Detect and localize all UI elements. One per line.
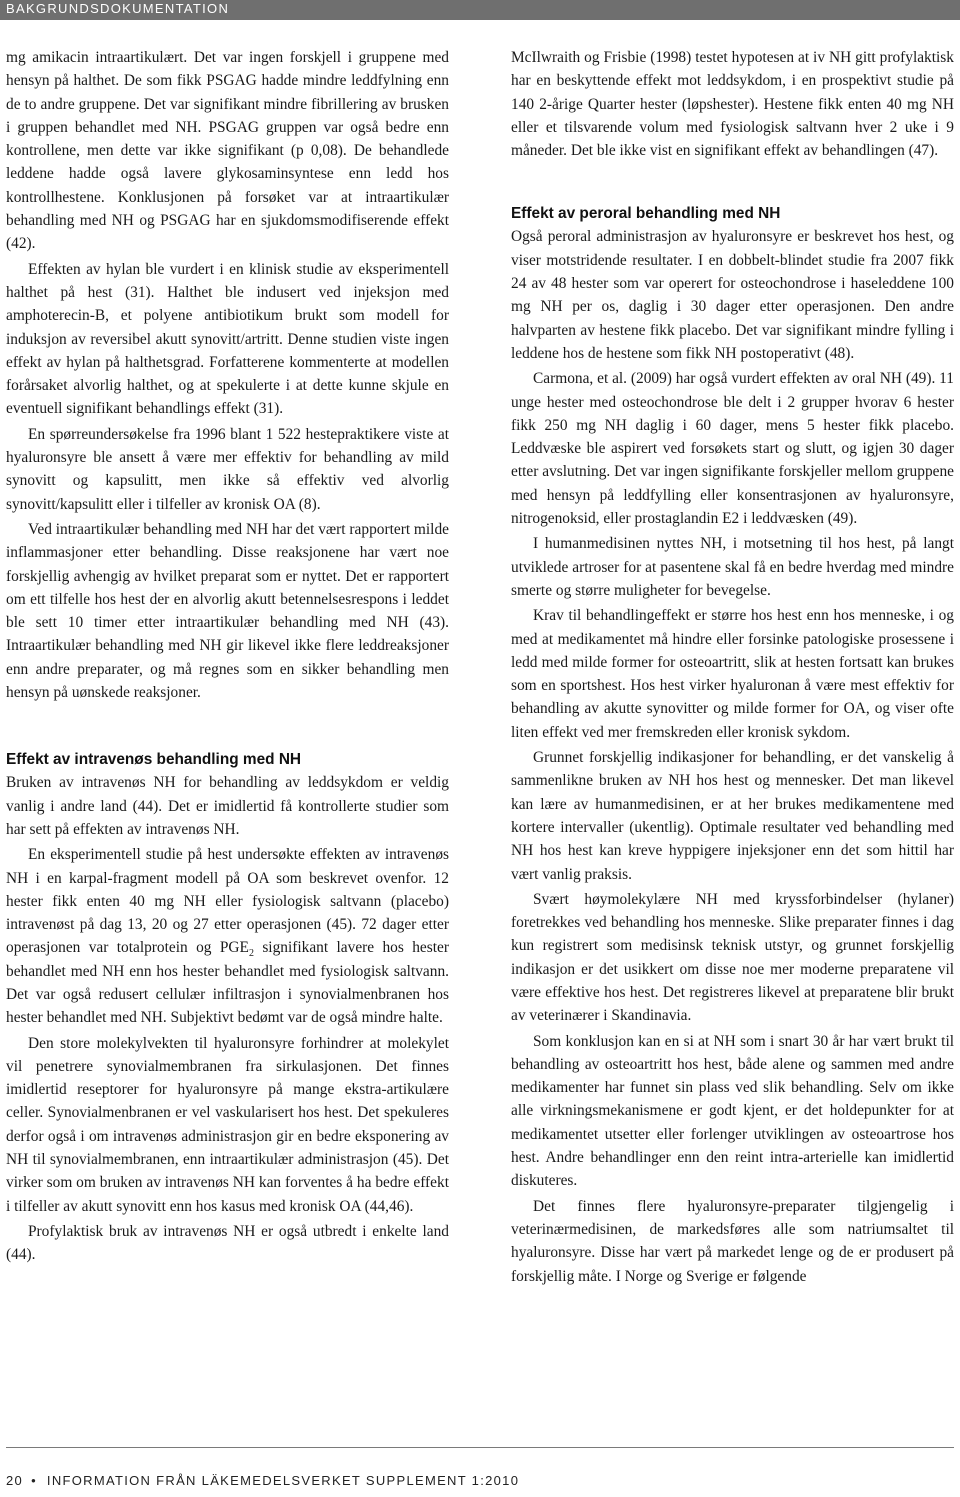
section-heading-peroral: Effekt av peroral behandling med NH (511, 205, 781, 223)
publication-title: INFORMATION FRÅN LÄKEMEDELSVERKET SUPPLEMENT 1:2010 (46, 1473, 520, 1488)
page-footer (6, 1473, 519, 1488)
body-paragraph: Ved intraartikulær behandling med NH har det vært rapportert milde inflammasjoner etter behandling. Disse reaksjonene har vært noe forskjellig avhengig av hvilket preparat som er nyttet. Det er rapportert om ett tilfelle hos hest der en alvorlig akutt betennelsesrespons i leddet ble sett 10 timer etter intraartikulær behandling med NH (43). Intraartikulær behandling med NH gir likevel ikke flere leddreaksjoner enn andre preparater, og må regnes som en sikker behandling men hensyn på uønskede reaksjoner. (6, 520, 449, 702)
body-paragraph: Effekten av hylan ble vurdert i en klinisk studie av eksperimentell halthet på hest (31). Halthet ble indusert ved injeksjon med amphoterecin-B, et polyene antibiotikum brukt som modell for induksjon av reversibel akutt synovitt/artritt. Denne studien viste ingen effekt av hylan på halthetsgrad. Forfatterene kommenterte at modellen forårsaket alvorlig halthet, og at spekulerte i at dette kunne skjule en eventuell signifikant behandlings effekt (31). (6, 260, 449, 418)
footer-divider (6, 1447, 954, 1448)
left-column (6, 46, 449, 1269)
body-paragraph: En spørreundersøkelse fra 1996 blant 1 522 hestepraktikere viste at hyaluronsyre ble ansett å være mer effektiv for behandling av mild synovitt og kapsulitt, men ikke så effektiv ved alvorlig synovitt/kapsulitt eller i tilfeller av kronisk OA (8). (6, 425, 449, 513)
text-span: signifikant lavere hos hester behandlet med NH enn hos hester behandlet med fysiologisk saltvann. Det var også redusert cellulær infiltrasjon i synovialmenbranen hos hester behandlet med NH. Subjektivt bedømt var de også mindre halte. (6, 939, 449, 1027)
body-paragraph: Det finnes flere hyaluronsyre-preparater tilgjengelig i veterinærmedisinen, de markedsføres alle som natriumsaltet til hyaluronsyre. Disse har vært på markedet lenge og de er produsert på forskjellig måte. I Norge og Sverige er følgende (511, 1197, 954, 1285)
section-header-bar (0, 0, 960, 20)
body-paragraph: Carmona, et al. (2009) har også vurdert effekten av oral NH (49). 11 unge hester med osteochondrose ble delt i 2 grupper hvorav 6 hester fikk 250 mg NH daglig i 60 dager, mens 5 hester fikk placebo. Leddvæske ble aspirert ved forsøkets start og slutt, og igjen 30 dager etter avslutning. Det var ingen signifikante forskjeller mellom gruppene med hensyn på leddfylling eller konsentrasjonen av hyaluronsyre, nitrogenoksid, eller prostaglandin E2 i leddvæsken (49). (511, 370, 954, 528)
bullet-separator: • (31, 1473, 37, 1488)
page-number: 20 (6, 1473, 24, 1488)
body-paragraph-with-subscript (6, 843, 449, 1029)
body-paragraph: Bruken av intravenøs NH for behandling av leddsykdom er veldig vanlig i andre land (44). Det er imidlertid få kontrollerte studier som har sett på effekten av intravenøs NH. (6, 774, 449, 838)
body-paragraph: Krav til behandlingeffekt er større hos hest enn hos menneske, i og med at medikamentet må hindre eller forsinke patologiske prosessene i ledd med milde former for osteoartritt, slik at hesten fortsatt kan brukes som en sportshest. Hos hest virker hyaluronan å være mest effektiv for behandling av akutte synovitter og milde former for OA, og viser ofte liten effekt ved mer fremskreden eller kronisk sykdom. (511, 607, 954, 741)
section-label: BAKGRUNDSDOKUMENTATION (6, 1, 230, 16)
body-paragraph: Den store molekylvekten til hyaluronsyre forhindrer at molekylet vil penetrere synovialmembranen fra sirkulasjonen. Det finnes imidlertid reseptorer for hyaluronsyre på mange ekstra-artikulære celler. Synovialmenbranen er vel vaskularisert hos hest. Det spekuleres derfor også i om intravenøs administrasjon gir en bedre eksponering av NH til synovialmembranen, enn intraartikulær administrasjon (45). Det virker som om bruken av intravenøs NH kan forventes å ha bedre effekt i tilfeller av akutt synovitt enn hos kasus med kronisk OA (44,46). (6, 1034, 449, 1215)
right-column (511, 46, 954, 1290)
body-paragraph: Grunnet forskjellig indikasjoner for behandling, er det vanskelig å sammenlikne bruken av NH hos hest og mennesker. Det man likevel kan lære av humanmedisinen, er at her brukes medikamentene med kortere intervaller (ukentlig). Optimale resultater ved behandling med NH hos hest kan kreve hyppigere injeksjoner enn det som hittil har vært vanlig praksis. (511, 749, 954, 883)
subscript: 2 (248, 948, 254, 960)
section-heading-intravenous: Effekt av intravenøs behandling med NH (6, 751, 302, 769)
text-span: En eksperimentell studie på hest undersøkte effekten av intravenøs NH i en karpal-fragment modell på OA som beskrevet ovenfor. 12 hester fikk enten 40 mg NH eller fysiologisk saltvann (placebo) intravenøst på dag 13, 20 og 27 etter operasjonen (45). 72 dager etter operasjonen var totalprotein og PGE (6, 846, 449, 957)
body-paragraph: McIlwraith og Frisbie (1998) testet hypotesen at iv NH gitt profylaktisk har en beskyttende effekt mot leddsykdom, i en prospektivt studie på 140 2-årige Quarter hester (løpshester). Hestene fikk enten 40 mg NH eller et tilsvarende volum med fysiologisk saltvann hver 2 uke i 9 måneder. Det ble ikke vist en signifikant effekt av behandlingen (47). (511, 49, 954, 160)
body-paragraph: I humanmedisinen nyttes NH, i motsetning til hos hest, på langt utviklede artroser for at pasentene skal få en bedre hverdag med mindre smerte og større muligheter for bevegelse. (511, 535, 954, 599)
body-paragraph: Som konklusjon kan en si at NH som i snart 30 år har vært brukt til behandling av osteoartritt hos hest, både alene og sammen med andre medikamenter har funnet sin plass ved slik behandling. Selv om ikke alle virkningsmekanismene er godt kjent, er det holdepunkter for at medikamentet utsetter eller forlenger utviklingen av osteoartrose hos hest. Andre behandlinger enn den reint intra-arterielle kan imidlertid diskuteres. (511, 1032, 954, 1190)
body-paragraph: Også peroral administrasjon av hyaluronsyre er beskrevet hos hest, og viser motstridende resultater. I en dobbelt-blindet studie fra 2007 fikk 24 av 48 hester som var operert for osteochondrose i haseleddene 100 mg NH per os, daglig i 30 dager etter operasjonen. Den andre halvparten av hestene fikk placebo. Det var signifikant mindre fylling i leddene hos de hestene som fikk NH postoperativt (48). (511, 228, 954, 362)
body-paragraph: mg amikacin intraartikulært. Det var ingen forskjell i gruppene med hensyn på halthet. De som fikk PSGAG hadde mindre leddfylning enn de to andre gruppene. Det var signifikant mindre fibrillering av brusken i gruppen behandlet med NH. PSGAG gruppen var også bedre enn kontrollene, men dette var ikke signifikant (p 0,08). De behandlede leddene hadde også lavere glykosaminsyntese enn ledd hos kontrollhestene. Konklusjonen på forsøket var at intraartikulær behandling med NH og PSGAG har en sjukdomsmodifiserende effekt (42). (6, 49, 449, 253)
body-paragraph: Profylaktisk bruk av intravenøs NH er også utbredt i enkelte land (44). (6, 1222, 449, 1264)
body-paragraph: Svært høymolekylære NH med kryssforbindelser (hylaner) foretrekkes ved behandling hos menneske. Slike preparater finnes i dag kun registrert som medisinsk teknisk utstyr, og grunnet forskjellig indikasjon er det usikkert om disse noe mer moderne preparatene vil være effektive hos hest. Det registreres likevel at preparatene blir brukt av veterinærer i Skandinavia. (511, 890, 954, 1025)
